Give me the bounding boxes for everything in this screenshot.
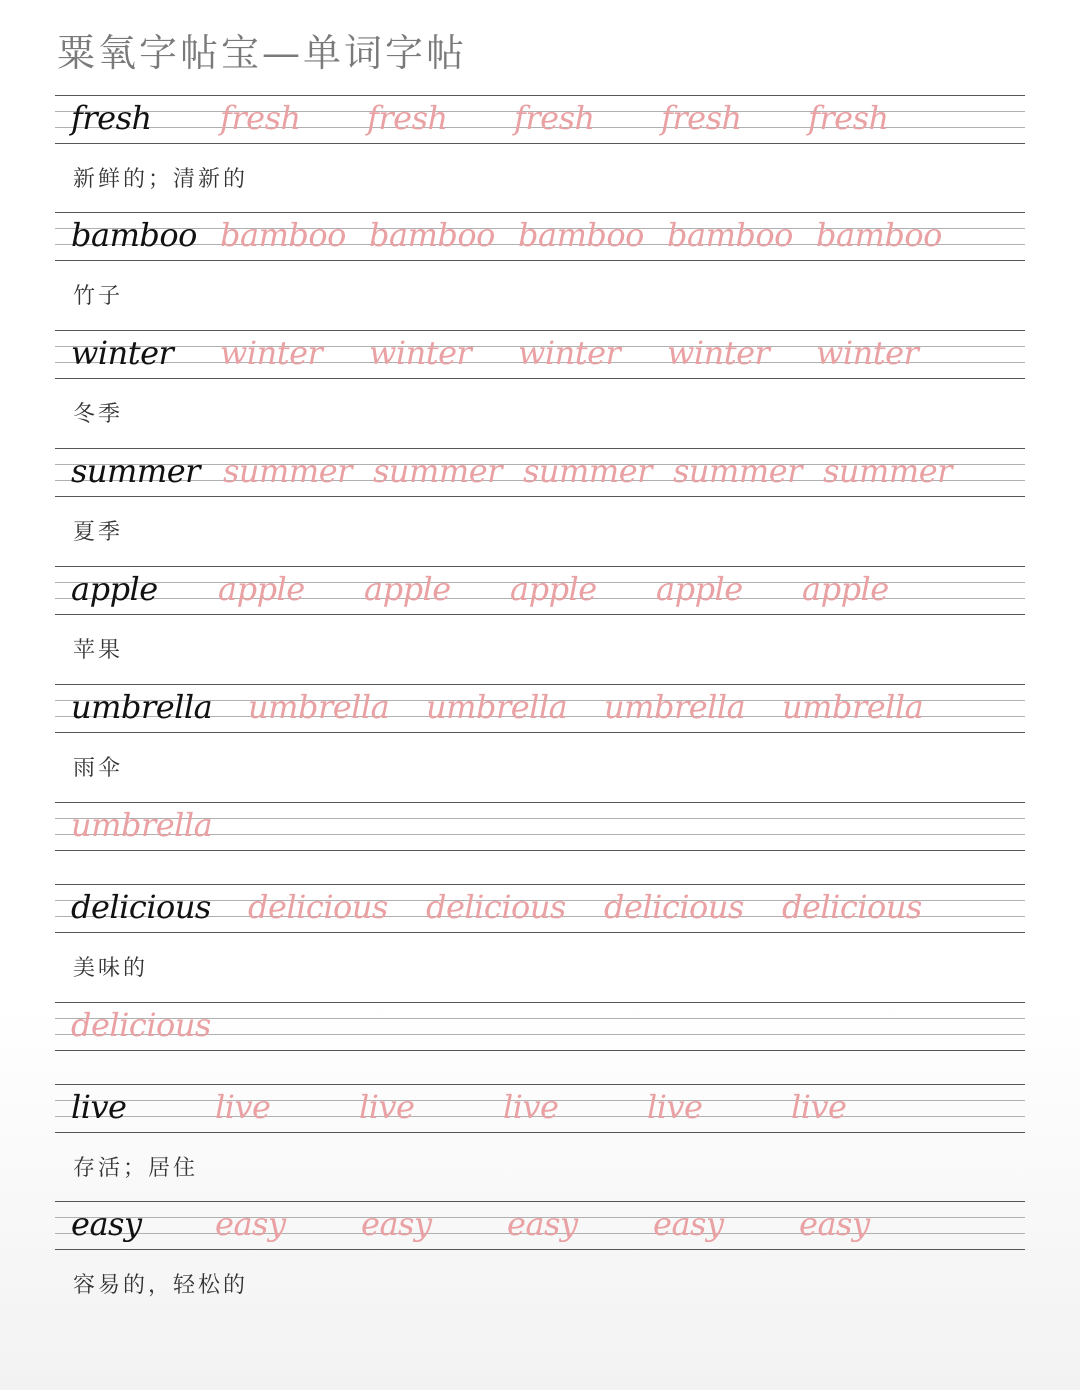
trace-word: delicious	[426, 888, 566, 926]
word-meaning: 容易的，轻松的	[73, 1273, 249, 1298]
trace-word: apple	[656, 570, 743, 608]
trace-word: summer	[223, 452, 352, 490]
trace-word: apple	[802, 570, 889, 608]
word-meaning: 竹子	[73, 284, 124, 309]
trace-word: apple	[364, 570, 451, 608]
trace-word: bamboo	[220, 216, 346, 254]
word-meaning: 新鲜的；清新的	[73, 167, 249, 192]
trace-word: delicious	[782, 888, 922, 926]
trace-word: apple	[218, 570, 305, 608]
trace-word: umbrella	[782, 688, 924, 726]
trace-word: umbrella	[604, 688, 746, 726]
trace-word: apple	[510, 570, 597, 608]
word-meaning: 苹果	[73, 638, 124, 663]
trace-word: fresh	[367, 99, 448, 137]
trace-word: easy	[653, 1205, 724, 1243]
trace-word: summer	[823, 452, 952, 490]
trace-word: summer	[373, 452, 502, 490]
trace-word: winter	[816, 334, 919, 372]
trace-word: bamboo	[369, 216, 495, 254]
trace-word: live	[647, 1088, 703, 1126]
model-word: delicious	[71, 888, 211, 926]
trace-word: winter	[220, 334, 323, 372]
word-meaning: 雨伞	[73, 756, 124, 781]
trace-word: live	[215, 1088, 271, 1126]
page-title: 粟氧字帖宝—单词字帖	[57, 31, 468, 75]
word-meaning: 存活；居住	[73, 1156, 199, 1181]
trace-word: umbrella	[426, 688, 568, 726]
model-word: live	[71, 1088, 127, 1126]
model-word: umbrella	[71, 688, 213, 726]
trace-word: fresh	[661, 99, 742, 137]
trace-word: easy	[361, 1205, 432, 1243]
trace-word: delicious	[71, 1006, 211, 1044]
trace-word: summer	[673, 452, 802, 490]
model-word: bamboo	[71, 216, 197, 254]
model-word: apple	[71, 570, 158, 608]
trace-word: live	[359, 1088, 415, 1126]
word-meaning: 夏季	[73, 520, 124, 545]
trace-word: bamboo	[518, 216, 644, 254]
trace-word: umbrella	[248, 688, 390, 726]
trace-word: fresh	[514, 99, 595, 137]
model-word: summer	[71, 452, 200, 490]
trace-word: delicious	[604, 888, 744, 926]
trace-word: fresh	[808, 99, 889, 137]
word-meaning: 美味的	[73, 956, 149, 981]
trace-word: delicious	[248, 888, 388, 926]
trace-word: easy	[507, 1205, 578, 1243]
trace-word: bamboo	[816, 216, 942, 254]
trace-word: winter	[369, 334, 472, 372]
trace-word: summer	[523, 452, 652, 490]
model-word: fresh	[71, 99, 152, 137]
trace-word: live	[503, 1088, 559, 1126]
trace-word: easy	[215, 1205, 286, 1243]
trace-word: live	[791, 1088, 847, 1126]
trace-word: fresh	[220, 99, 301, 137]
model-word: easy	[71, 1205, 142, 1243]
trace-word: bamboo	[667, 216, 793, 254]
trace-word: easy	[799, 1205, 870, 1243]
trace-word: winter	[667, 334, 770, 372]
model-word: winter	[71, 334, 174, 372]
trace-word: umbrella	[71, 806, 213, 844]
word-meaning: 冬季	[73, 402, 124, 427]
trace-word: winter	[518, 334, 621, 372]
